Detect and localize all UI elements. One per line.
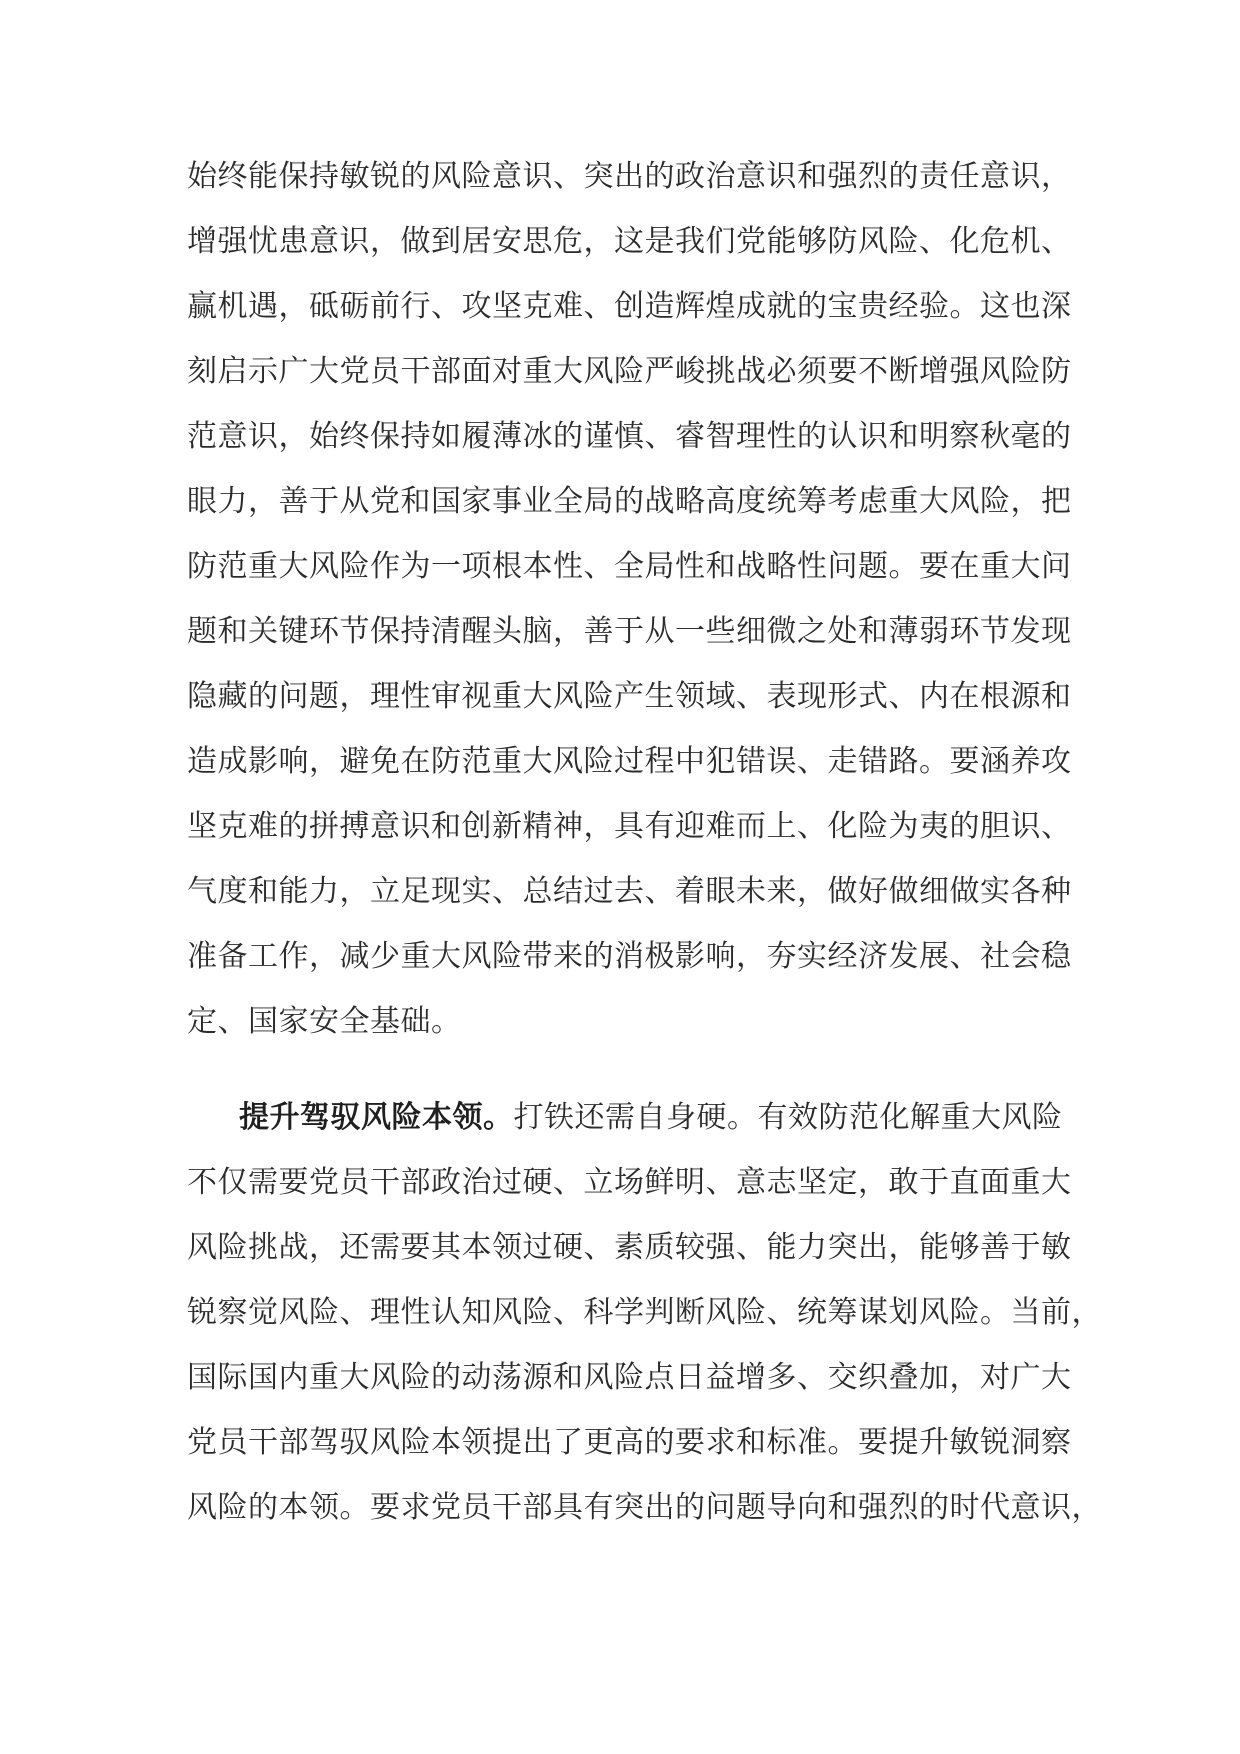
paragraph-1-line: 坚克难的拼搏意识和创新精神，具有迎难而上、化险为夷的胆识、: [187, 809, 1072, 844]
paragraph-1-line: 隐藏的问题，理性审视重大风险产生领域、表现形式、内在根源和: [187, 679, 1072, 714]
paragraph-2-line: 锐察觉风险、理性认知风险、科学判断风险、统筹谋划风险。当前，: [187, 1295, 1102, 1330]
paragraph-1-line: 刻启示广大党员干部面对重大风险严峻挑战必须要不断增强风险防: [187, 354, 1072, 389]
paragraph-2-line: 党员干部驾驭风险本领提出了更高的要求和标准。要提升敏锐洞察: [187, 1425, 1072, 1460]
paragraph-1-line: 题和关键环节保持清醒头脑，善于从一些细微之处和薄弱环节发现: [187, 614, 1072, 649]
paragraph-1-line: 范意识，始终保持如履薄冰的谨慎、睿智理性的认识和明察秋毫的: [187, 419, 1072, 454]
paragraph-1-line: 增强忧患意识，做到居安思危，这是我们党能够防风险、化危机、: [187, 224, 1072, 259]
paragraph-2-first-line: [187, 1085, 1067, 1150]
paragraph-1-line: 赢机遇，砥砺前行、攻坚克难、创造辉煌成就的宝贵经验。这也深: [187, 289, 1072, 324]
section-heading: 提升驾驭风险本领。: [239, 1100, 514, 1135]
paragraph-2: [187, 1085, 1102, 1540]
paragraph-2-line: 国际国内重大风险的动荡源和风险点日益增多、交织叠加，对广大: [187, 1360, 1072, 1395]
paragraph-1-line: 始终能保持敏锐的风险意识、突出的政治意识和强烈的责任意识，: [187, 159, 1072, 194]
paragraph-1-line: 防范重大风险作为一项根本性、全局性和战略性问题。要在重大问: [187, 549, 1072, 584]
paragraph-2-line: 不仅需要党员干部政治过硬、立场鲜明、意志坚定，敢于直面重大: [187, 1165, 1072, 1200]
paragraph-1: [187, 144, 1072, 1054]
paragraph-2-line: 风险的本领。要求党员干部具有突出的问题导向和强烈的时代意识，: [187, 1490, 1102, 1525]
paragraph-2-first-line-text: 打铁还需自身硬。有效防范化解重大风险: [513, 1100, 1063, 1135]
paragraph-1-line: 眼力，善于从党和国家事业全局的战略高度统筹考虑重大风险，把: [187, 484, 1072, 519]
paragraph-1-line: 准备工作，减少重大风险带来的消极影响，夯实经济发展、社会稳: [187, 939, 1072, 974]
paragraph-1-line: 造成影响，避免在防范重大风险过程中犯错误、走错路。要涵养攻: [187, 744, 1072, 779]
paragraph-2-line: 风险挑战，还需要其本领过硬、素质较强、能力突出，能够善于敏: [187, 1230, 1072, 1265]
paragraph-1-line: 定、国家安全基础。: [187, 1004, 462, 1039]
paragraph-1-line: 气度和能力，立足现实、总结过去、着眼未来，做好做细做实各种: [187, 874, 1072, 909]
